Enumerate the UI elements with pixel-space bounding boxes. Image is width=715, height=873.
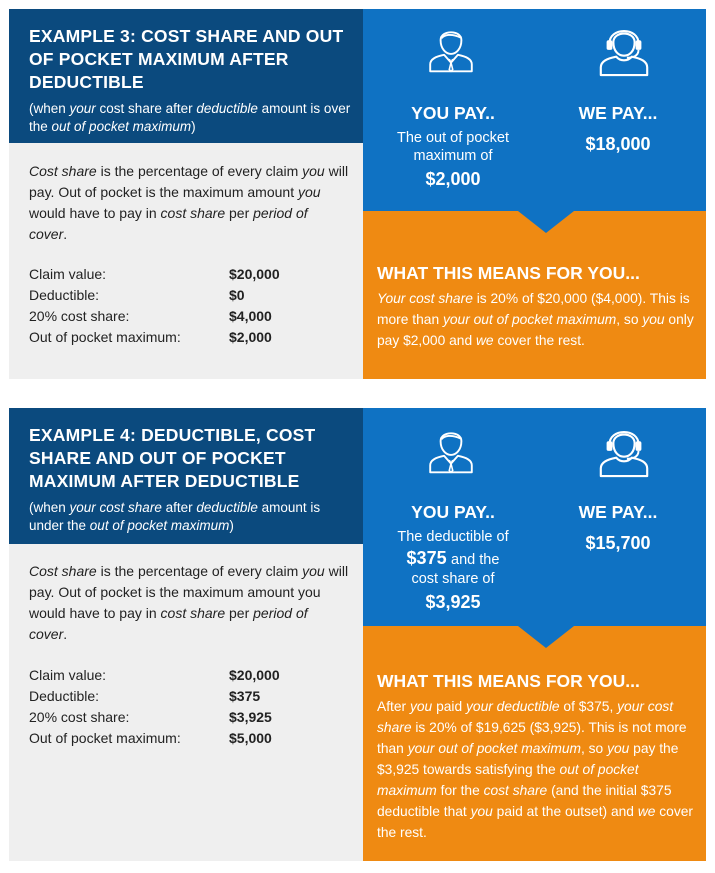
row-value: $2,000 [229,329,272,345]
example-3-subtitle: (when your cost share after deductible amount is over the out of pocket maximum) [29,101,351,134]
example-3-means-box [363,211,706,379]
example-4-figures [29,665,349,749]
you-pay-line: $375 and the [406,548,500,568]
we-pay-amount: $18,000 [585,134,651,154]
row-label: Out of pocket maximum: [29,730,181,746]
row-value: $375 [229,688,261,704]
table-row [29,264,349,285]
pointer-notch [518,211,574,233]
example-4-left-column [9,408,363,861]
row-label: Deductible: [29,688,100,704]
row-label: Claim value: [29,667,107,683]
you-pay-text: The out of pocket maximum of [396,130,510,164]
example-3-payment-box [363,9,706,211]
cost-share-amount: $3,925 [425,592,481,612]
table-row [29,728,349,749]
table-row [29,707,349,728]
example-3-description: Cost share is the percentage of every claim you will pay. Out of pocket is the maximum amount you would have to pay in cost share per period of cover. [29,163,349,242]
table-row [29,665,349,686]
example-4-description: Cost share is the percentage of every claim you will pay. Out of pocket is the maximum amount you would have to pay in cost share per period of cover. [29,563,349,642]
table-row [29,306,349,327]
support-agent-headset-icon [595,420,653,478]
example-4-means-box [363,626,706,861]
example-4-payment-box [363,408,706,626]
example-4-header [9,408,363,544]
row-value: $20,000 [229,266,280,282]
row-label: 20% cost share: [29,308,130,324]
example-3-means-heading: WHAT THIS MEANS FOR YOU... [377,263,640,283]
example-4-means-heading: WHAT THIS MEANS FOR YOU... [377,671,640,691]
we-pay-column [543,102,693,156]
you-pay-heading: YOU PAY.. [411,502,495,522]
support-agent-headset-icon [595,19,653,77]
row-label: Claim value: [29,266,107,282]
table-row [29,686,349,707]
example-4-means-text: After you paid your deductible of $375, your cost share is 20% of $19,625 ($3,925). This is not more than your out of pocket maximum, so you pay the $3,925 towards satisfying the out of pocket maximum for the cost share (and the initial $375 deductible that you paid at the outset) and we cover the rest. [377,699,694,840]
row-value: $0 [229,287,245,303]
you-pay-column [373,501,533,614]
row-value: $3,925 [229,709,272,725]
example-3-title: EXAMPLE 3: COST SHARE AND OUT OF POCKET MAXIMUM AFTER DEDUCTIBLE [29,26,344,92]
example-4-subtitle: (when your cost share after deductible amount is under the out of pocket maximum) [29,500,321,533]
row-value: $4,000 [229,308,272,324]
example-4-title: EXAMPLE 4: DEDUCTIBLE, COST SHARE AND OUT OF POCKET MAXIMUM AFTER DEDUCTIBLE [29,425,316,491]
customer-person-icon [425,420,477,476]
example-3-left-column [9,9,363,379]
row-label: 20% cost share: [29,709,130,725]
pointer-notch [518,626,574,648]
we-pay-amount: $15,700 [585,533,651,553]
you-pay-heading: YOU PAY.. [411,103,495,123]
you-pay-column [373,102,533,191]
we-pay-heading: WE PAY... [578,502,658,522]
you-pay-text: The deductible of [397,529,509,545]
row-value: $20,000 [229,667,280,683]
table-row [29,285,349,306]
we-pay-column [543,501,693,555]
row-label: Deductible: [29,287,100,303]
example-3-header [9,9,363,143]
customer-person-icon [425,19,477,75]
table-row [29,327,349,348]
example-4-panel [9,408,706,861]
you-pay-text-2: cost share of [411,571,495,587]
example-3-panel [9,9,706,379]
row-label: Out of pocket maximum: [29,329,181,345]
deductible-amount: $375 [406,548,447,568]
you-pay-amount: $2,000 [425,169,481,189]
example-3-means-text: Your cost share is 20% of $20,000 ($4,000). This is more than your out of pocket maximum, so you only pay $2,000 and we cover the rest. [377,291,694,348]
example-3-figures [29,264,349,348]
we-pay-heading: WE PAY... [578,103,658,123]
row-value: $5,000 [229,730,272,746]
